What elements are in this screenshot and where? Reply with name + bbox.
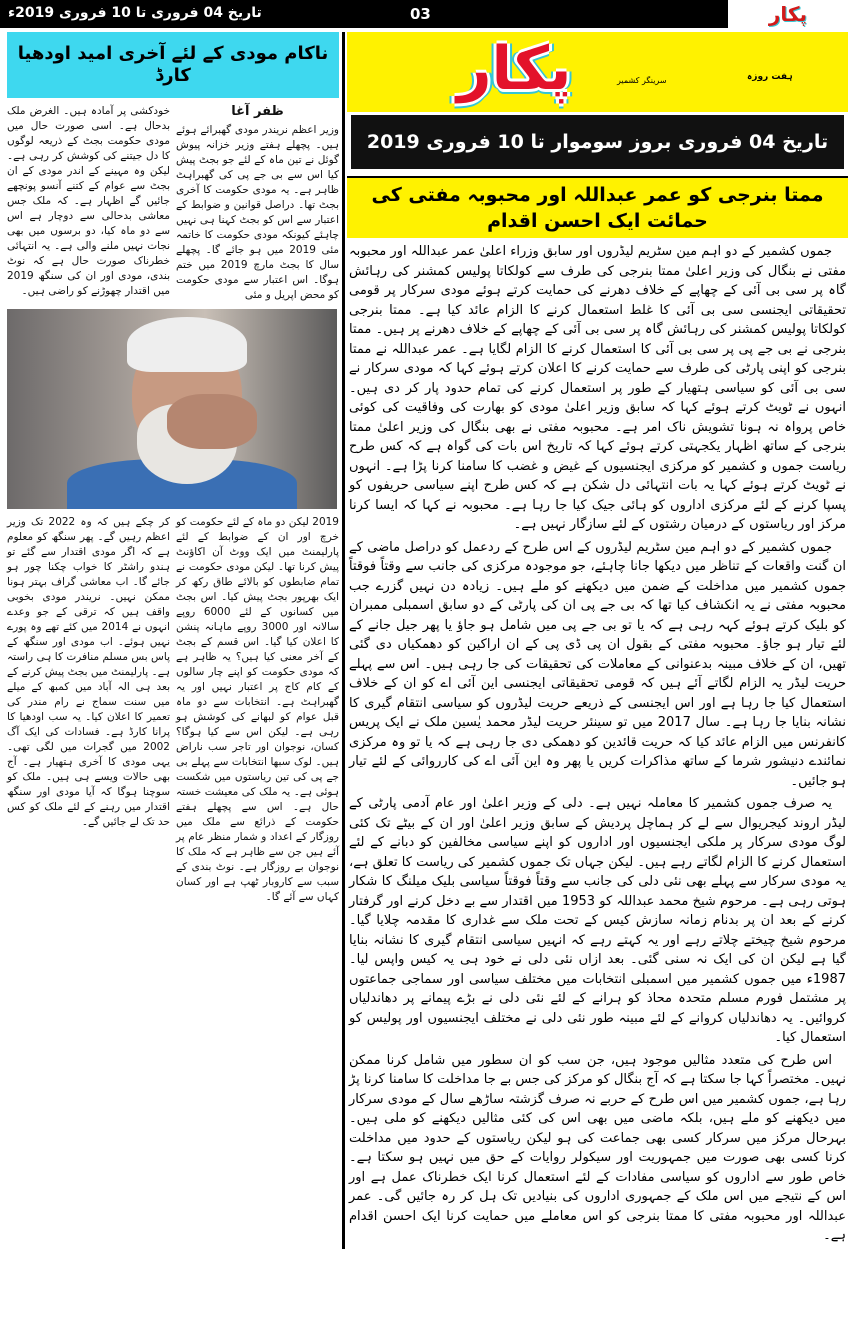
paragraph: اس طرح کی متعدد مثالیں موجود ہیں، جن سب کو ان سطور میں شامل کرنا ممکن نہیں۔ مختصراً کہا جا سکتا ہے کہ آج بنگال کو مرکز کی جس بے جا مداخلت کا سامنا کرنا پڑ رہا ہے، جموں کشمیر میں اس طرح کے حربے نہ صرف گزشتہ ساڑھے سال کے مودی سرکار میں دیکھنے کو ملے ہیں، بلکہ ماضی میں بھی اس کی کئی مثالیں دیکھنے کو ملی ہیں۔ بہرحال مرکز میں سرکار کسی بھی جماعت کی ہو لیکن ریاستوں کے حدود میں مداخلت کرنا کسی بھی صورت میں جمہوریت اور سیکولر روایات کے حق میں نہیں ہو سکتا ہے۔ خاص طور سے اداروں کو سیاسی مفادات کے لئے استعمال کرنا ایک خطرناک عمل ہے اور اس کے نتیجے میں اس ملک کے جمہوری اداروں کی بنیادیں تک ہل کر رہ جائیں گی۔ عمر عبداللہ اور محبوبہ مفتی کا ممتا بنرجی کو اس معاملے میں حمایت کرنا ایک احسن اقدام ہے۔ bbox=[349, 1052, 846, 1243]
masthead-place: سرینگر کشمیر bbox=[617, 76, 667, 85]
masthead-logo: پکار bbox=[457, 34, 572, 104]
left-article-bottom-columns bbox=[7, 515, 339, 905]
left-article-headline: ناکام مودی کے لئے آخری امید اودھیا کارڈ bbox=[7, 32, 339, 98]
paragraph: جموں کشمیر کے دو اہم مین سٹریم لیڈروں کے اس طرح کے ردعمل کو دراصل ماضی کے ان گنت واقعات کے تناظر میں دیکھا جانا چاہئے، جو موجودہ مرکزی کی جانب سے وقتاً فوقتاً جموں کشمیر میں مداخلت کے ضمن میں دیکھنے کو ملے ہیں۔ زیادہ دن نہیں گزرے جب محبوبہ مفتی نے یہ انکشاف کیا تھا کہ بی جے پی ان کی پارٹی کے دو سابق اسمبلی ممبران کو بلیک کرتے ہوئے کہہ رہی ہے کہ یا تو بی جے پی میں شامل ہو جاؤ یا پھر جیل جانے کے لئے تیار ہو جاؤ۔ محبوبہ مفتی کے بقول ان پی ڈی پی کے ان اراکین کو دھمکیاں دی گئی تھیں، ان کے خلاف مبینہ بدعنوانی کے معاملات کی تحقیقات کی جا رہی ہیں۔ اس سے پہلے حریت لیڈر یہ الزام لگاتے آئے ہیں کہ قومی تحقیقاتی ایجنسی این آئی اے کو ان کے خلاف استعمال کیا جا رہا ہے اور اس ایجنسی کے ذریعے حریت لیڈروں کو سیاسی انتقام گیری کا نشانہ بنایا جا رہا ہے۔ سال 2017 میں تو سینئر حریت لیڈر محمد یٰسین ملک نے ایک پریس کانفرنس میں الزام عائد کیا کہ حریت قائدین کو دھمکی دی جا رہی ہے کہ یا تو وہ مرکزی نمائندے دنیشور شرما کے ساتھ مذاکرات کریں یا پھر وہ این آئی اے کی کارروائی کے لئے تیار ہو جائیں۔ bbox=[349, 539, 846, 789]
main-article-body bbox=[347, 242, 848, 1246]
left-article-col-3: 2019 لیکن دو ماہ کے لئے حکومت کو خرچ اور ان کے ضوابط کے لئے پارلیمنٹ میں ایک ووٹ آن اکاؤنٹ پیش کرنا تھا۔ لیکن مودی حکومت نے تمام ضابطوں کو بالائے طاق رکھ کر ایک بھرپور بجٹ پیش کیا۔ اس بجٹ میں کسانوں کے لئے 6000 روپے سالانہ اور 3000 روپے ماہانہ پنشن کا اعلان کیا گیا۔ اس قسم کے بجٹ کے آخر معنی کیا ہیں؟ یہ ظاہر ہے کہ مودی حکومت کو اپنے چار سالوں کے کام کاج پر اعتبار نہیں اور یہ گھبراہٹ ہے۔ انتخابات سے دو ماہ قبل عوام کو لبھانے کی کوشش ہو رہی ہے۔ لیکن اس سے کیا ہوگا؟ کسان، نوجوان اور تاجر سب ناراض ہیں۔ لوک سبھا انتخابات سے پہلے بی جے پی کی تین ریاستوں میں شکست ہوئی ہے۔ یہ ملک کی معیشت خستہ حال ہے۔ اس سے پچھلے ہفتے حکومت کے ذرائع سے ملک میں روزگار کے اعداد و شمار منظر عام پر آئے ہیں جن سے ظاہر ہے کہ ملک کا نوجوان بے روزگار ہے۔ نوٹ بندی کے سبب سے کاروبار ٹھپ ہے اور کسان کہاں سے آئے گا۔ bbox=[176, 516, 339, 903]
main-article-section bbox=[342, 32, 848, 1249]
article-text: وزیر اعظم نریندر مودی گھبرائے ہوئے ہیں۔ پچھلے ہفتے وزیر خزانہ پیوش گوئل نے تین ماہ کے لئے جو بجٹ پیش کیا اس سے بی جے پی کی گھبراہٹ ظاہر ہے۔ یہ مودی حکومت کا آخری بجٹ تھا۔ دراصل قوانین و ضوابط کے اعتبار سے اس کو بجٹ کہنا ہی نہیں چاہئے کیونکہ مودی حکومت کا خاتمہ مئی 2019 میں ہو جائے گا۔ پچھلے سال کا بجٹ مارچ 2019 میں ختم ہوگا۔ اس اعتبار سے مودی حکومت کو محض اپریل و مئی bbox=[176, 124, 339, 301]
left-article-col-1 bbox=[176, 104, 339, 303]
modi-photo bbox=[7, 309, 337, 509]
top-bar bbox=[0, 0, 848, 28]
main-headline: ممتا بنرجی کو عمر عبداللہ اور محبوبہ مفتی کی حمائت ایک احسن اقدام bbox=[347, 176, 848, 238]
left-article-col-4: کر چکے ہیں کہ وہ 2022 تک وزیر اعظم رہیں گے۔ پھر سنگھ کو معلوم ہے کہ اگر مودی اقتدار سے گئے تو ہندو راشٹر کا خواب چکنا چور ہو جائے گا۔ اب معاشی گراف بہتر ہونا ممکن نہیں۔ نریندر مودی بخوبی واقف ہیں کہ ترقی کے جو وعدے انہوں نے 2014 میں کئے تھے وہ پورے نہیں ہوئے۔ اب مودی اور سنگھ کے پاس بس مسلم منافرت کا ہی راستہ ہے۔ پارلیمنٹ میں بجٹ پیش کرنے کے بعد ہی الہ آباد میں کمبھ کے میلے میں سنت سماج نے رام مندر کی تعمیر کا اعلان کیا۔ یہ سب اودھیا کا پرانا کارڈ ہے۔ فسادات کی ایک آگ 2002 میں گجرات میں لگی تھی۔ یہی مودی کا آخری ہتھیار ہے۔ آج بھی حالات ویسے ہی ہیں۔ ملک کو سوچنا ہوگا کہ آیا مودی اور سنگھ اقتدار میں رہنے کے لئے ملک کو کس حد تک لے جائیں گے۔ bbox=[7, 516, 170, 828]
page-number: 03 bbox=[410, 5, 431, 23]
byline: ظفر آغا bbox=[231, 104, 284, 119]
left-article-section bbox=[3, 32, 342, 905]
paragraph: یہ صرف جموں کشمیر کا معاملہ نہیں ہے۔ دلی کے وزیر اعلیٰ اور عام آدمی پارٹی کے لیڈر اروند کیجریوال سے لے کر ہماچل پردیش کے سابق وزیر اعلیٰ اور ان کے بیٹے تک کئی لوگ مودی سرکار پر ملکی ایجنسیوں اور اداروں کو اپنے سیاسی مخالفین کو دبانے کے لئے استعمال کرنے کا الزام لگاتے رہے ہیں۔ لیکن جہاں تک جموں کشمیر کی ریاست کا تعلق ہے، یہ مودی سرکار سے پہلے بھی نئی دلی کی جانب سے وقتاً فوقتاً سیاسی بلیک میلنگ کا شکار ہوتی رہی ہے۔ مرحوم شیخ محمد عبداللہ کو 1953 میں اقتدار سے بے دخل کرنے اور گرفتار کرنے کے بعد ان پر بدنام زمانہ سازش کیس کے تحت ملک سے غداری کا مقدمہ چلایا گیا۔ مرحوم شیخ چیختے چلاتے رہے اور یہ کہتے رہے کہ انہیں سیاسی انتقام گیری کا نشانہ بنایا گیا ہے لیکن ان کی ایک نہ سنی گئی۔ بعد ازاں نئی دلی نے خود ہی یہ کیس واپس لیا۔ 1987ء میں جموں کشمیر میں اسمبلی انتخابات میں مختلف سیاسی اور سماجی جماعتوں پر مشتمل فورم مسلم متحدہ محاذ کو ہرانے کے لئے نئی دلی نے بڑے پیمانے پر دھاندلیاں کروائیں۔ یہ دھاندلیاں کروانے کے لئے مبینہ طور نئی دلی نے مختلف ایجنسیوں اور پولیس کو استعمال کیا۔ bbox=[349, 796, 846, 1045]
date-banner: تاریخ 04 فروری بروز سوموار تا 10 فروری 2019 bbox=[351, 115, 844, 169]
page-columns bbox=[0, 28, 848, 1249]
masthead-frequency: ہفت روزہ bbox=[747, 72, 793, 82]
masthead bbox=[347, 32, 848, 112]
small-logo: پکار bbox=[728, 0, 848, 28]
left-article-col-2: خودکشی پر آمادہ ہیں۔ الغرض ملک بدحال ہے۔ اسی صورت حال میں مودی حکومت بجٹ کے ذریعہ لوگوں کا دل جیتنے کی کوشش کر رہی ہے۔ لیکن وہ مہینے کے اندر مودی کے ان بجٹ سے عوام کے کتنے آنسو پونچھے جائیں گے اظہار ہے۔ کہ ملک جس معاشی بدحالی سے دوچار ہے اس سے دو ماہ کیا، دو برسوں میں بھی نجات نہیں ملنے والی ہے۔ یہ انتہائی خطرناک صورت حال ہے کہ نوٹ بندی، مودی اور ان کی سنگھ 2019 میں اقتدار چھوڑنے کو راضی ہیں۔ bbox=[7, 105, 170, 297]
issue-date: تاریخ 04 فروری تا 10 فروری 2019ء bbox=[8, 5, 262, 21]
left-article-top-columns bbox=[7, 104, 339, 303]
paragraph: جموں کشمیر کے دو اہم مین سٹریم لیڈروں اور سابق وزراء اعلیٰ عمر عبداللہ اور محبوبہ مفتی نے بنگال کی وزیر اعلیٰ ممتا بنرجی کی طرف سے کولکاتا پولیس کمشنر کی رہائش گاہ پر سی بی آئی کے چھاپے کے خلاف دھرنے کی حمایت کرتے ہوئے مودی سرکار پر قومی تحقیقاتی ایجنسی سی بی آئی کا غلط استعمال کرنے کا الزام عائد کیا ہے۔ ممتا بنرجی کولکاتا پولیس کمشنر کی رہائش گاہ پر سی بی آئی کے چھاپے کے خلاف دھرنے پر ہیں۔ ممتا بنرجی نے بی جے پی پر سی بی آئی کا استعمال کرنے کا الزام لگایا ہے۔ عمر عبداللہ نے ممتا بنرجی کو اپنی پارٹی کی طرف سے حمایت کرنے کا اعلان کرتے ہوئے کہا کہ مودی سرکار نے سی بی آئی کو سیاسی ہتھیار کے طور پر استعمال کرنے کی تمام حدود پار کر دی ہیں۔ انہوں نے ٹویٹ کرتے ہوئے کہا کہ سابق وزیر اعلیٰ مودی کو بھارت کی وفاقیت کی کوئی خاص پرواہ نہ ہونا تشویش ناک امر ہے۔ محبوبہ مفتی نے بھی بنگال کی وزیر اعلیٰ ممتا بنرجی کے ساتھ اظہار یکجہتی کرتے ہوئے کہا کہ تاریخ اس بات کی گواہ ہے کہ کس طرح ریاست جموں و کشمیر کو مرکزی ایجنسیوں کے غیض و غضب کا سامنا کرنا پڑا ہے۔ انہوں نے ٹویٹ کرتے ہوئے کہا یہ بات انتہائی دل شکن ہے کہ کس طرح اپنے سیاسی حریفوں کو پسپا کرنے کے لئے مرکزی اداروں کو ہائی جیک کیا جا رہا ہے۔ محبوبہ نے کہا کہ ایسا کرنا مرکز اور ریاستوں کے درمیان رشتوں کے لئے سازگار نہیں ہے۔ bbox=[349, 244, 846, 532]
